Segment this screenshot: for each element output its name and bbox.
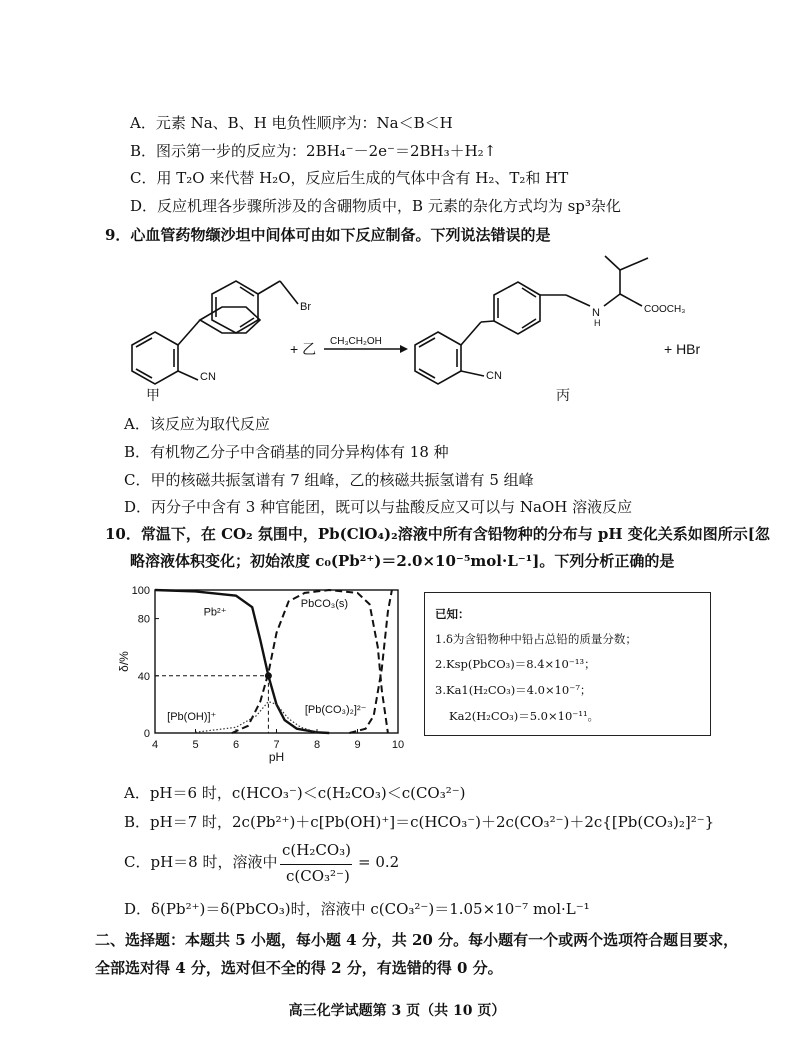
known-line2: 2.Ksp(PbCO₃)＝8.4×10⁻¹³；	[435, 657, 596, 671]
q9-option-a: A．该反应为取代反应	[124, 415, 270, 433]
q10-stem-line1: 10．常温下，在 CO₂ 氛围中，Pb(ClO₄)₂溶液中所有含铅物种的分布与 pH 变化关系如图所示[忽	[105, 525, 770, 543]
page-footer: 高三化学试题第 3 页（共 10 页）	[288, 1003, 506, 1019]
x-tick-label: 7	[273, 739, 280, 751]
fraction-bar	[280, 864, 352, 865]
product-bing-structure	[415, 256, 648, 384]
q10-option-b: B．pH＝7 时，2c(Pb²⁺)＋c[Pb(OH)⁺]＝c(HCO₃⁻)＋2c(CO₃²⁻)＋2c{[Pb(CO₃)₂]²⁻}	[124, 813, 715, 831]
q9-option-c: C．甲的核磁共振氢谱有 7 组峰，乙的核磁共振氢谱有 5 组峰	[124, 471, 534, 489]
known-line3: 3.Ka1(H₂CO₃)＝4.0×10⁻⁷；	[435, 683, 592, 697]
label-pb2: Pb²⁺	[203, 606, 227, 619]
label-pbco3: PbCO₃(s)	[300, 598, 349, 611]
label-jia: 甲	[146, 387, 160, 403]
x-tick-label: 8	[313, 739, 321, 751]
reaction-scheme	[0, 248, 794, 408]
q9-option-d: D．丙分子中含有 3 种官能团，既可以与盐酸反应又可以与 NaOH 溶液反应	[124, 498, 633, 516]
x-tick-label: 10	[391, 739, 405, 751]
q10-option-c-denominator: c(CO₃²⁻)	[286, 867, 350, 885]
y-tick-label: 0	[143, 728, 150, 740]
cn-label-left: CN	[200, 371, 216, 383]
q8-option-b: B．图示第一步的反应为：2BH₄⁻－2e⁻＝2BH₃＋H₂↑	[130, 142, 497, 160]
cooch3-label: COOCH₃	[644, 304, 686, 315]
known-title: 已知：	[435, 607, 470, 621]
q10-option-c-numerator: c(H₂CO₃)	[282, 841, 351, 859]
distribution-chart	[110, 585, 410, 775]
section2-line2: 全部选对得 4 分，选对但不全的得 2 分，有选错的得 0 分。	[95, 959, 503, 977]
x-axis-label: pH	[268, 750, 285, 764]
x-tick-label: 6	[232, 739, 240, 751]
q9-stem: 9．心血管药物缬沙坦中间体可由如下反应制备。下列说法错误的是	[105, 226, 551, 244]
y-tick-label: 40	[137, 670, 150, 683]
known-line1: 1.δ为含铅物种中铅占总铅的质量分数；	[435, 632, 637, 646]
q10-option-c-prefix: C．pH＝8 时，溶液中	[124, 853, 278, 871]
q9-option-b: B．有机物乙分子中含硝基的同分异构体有 18 种	[124, 443, 449, 461]
plus-yi-label: + 乙	[290, 341, 317, 357]
nh-h-label: H	[594, 318, 601, 328]
condition-label: CH₃CH₂OH	[330, 336, 382, 347]
q8-option-c: C．用 T₂O 来代替 H₂O，反应后生成的气体中含有 H₂、T₂和 HT	[130, 169, 569, 187]
known-line4: Ka2(H₂CO₃)＝5.0×10⁻¹¹。	[449, 709, 600, 723]
q10-option-d: D．δ(Pb²⁺)＝δ(PbCO₃)时，溶液中 c(CO₃²⁻)＝1.05×10⁻⁷ mol·L⁻¹	[124, 900, 590, 918]
q10-stem-line2: 略溶液体积变化；初始浓度 c₀(Pb²⁺)＝2.0×10⁻⁵mol·L⁻¹]。下列分析正确的是	[130, 552, 675, 570]
section2-line1: 二、选择题：本题共 5 小题，每小题 4 分，共 20 分。每小题有一个或两个选项符合题目要求，	[95, 931, 739, 949]
hbr-label: + HBr	[664, 341, 701, 357]
label-bing: 丙	[556, 387, 570, 403]
q10-option-a: A．pH＝6 时，c(HCO₃⁻)＜c(H₂CO₃)＜c(CO₃²⁻)	[124, 784, 466, 802]
x-tick-label: 4	[151, 739, 159, 751]
br-label: Br	[300, 301, 311, 313]
nh-n-label: N	[592, 307, 600, 319]
q8-option-d: D．反应机理各步骤所涉及的含硼物质中，B 元素的杂化方式均为 sp³杂化	[130, 197, 621, 215]
x-tick-label: 9	[354, 739, 361, 751]
x-tick-label: 5	[192, 739, 199, 751]
label-pboh: [Pb(OH)]⁺	[167, 711, 217, 724]
cn-label-right: CN	[486, 370, 502, 382]
y-tick-label: 80	[137, 613, 150, 626]
label-pbco32: [Pb(CO₃)₂]²⁻	[304, 703, 367, 716]
q8-option-a: A．元素 Na、B、H 电负性顺序为：Na＜B＜H	[130, 114, 453, 132]
q10-option-c-suffix: = 0.2	[358, 853, 400, 871]
intersection-point	[265, 672, 272, 679]
known-conditions-box	[424, 592, 711, 736]
reactant-jia-structure	[132, 281, 298, 384]
y-axis-label: δ/%	[117, 651, 131, 672]
y-tick-label: 100	[131, 585, 150, 597]
